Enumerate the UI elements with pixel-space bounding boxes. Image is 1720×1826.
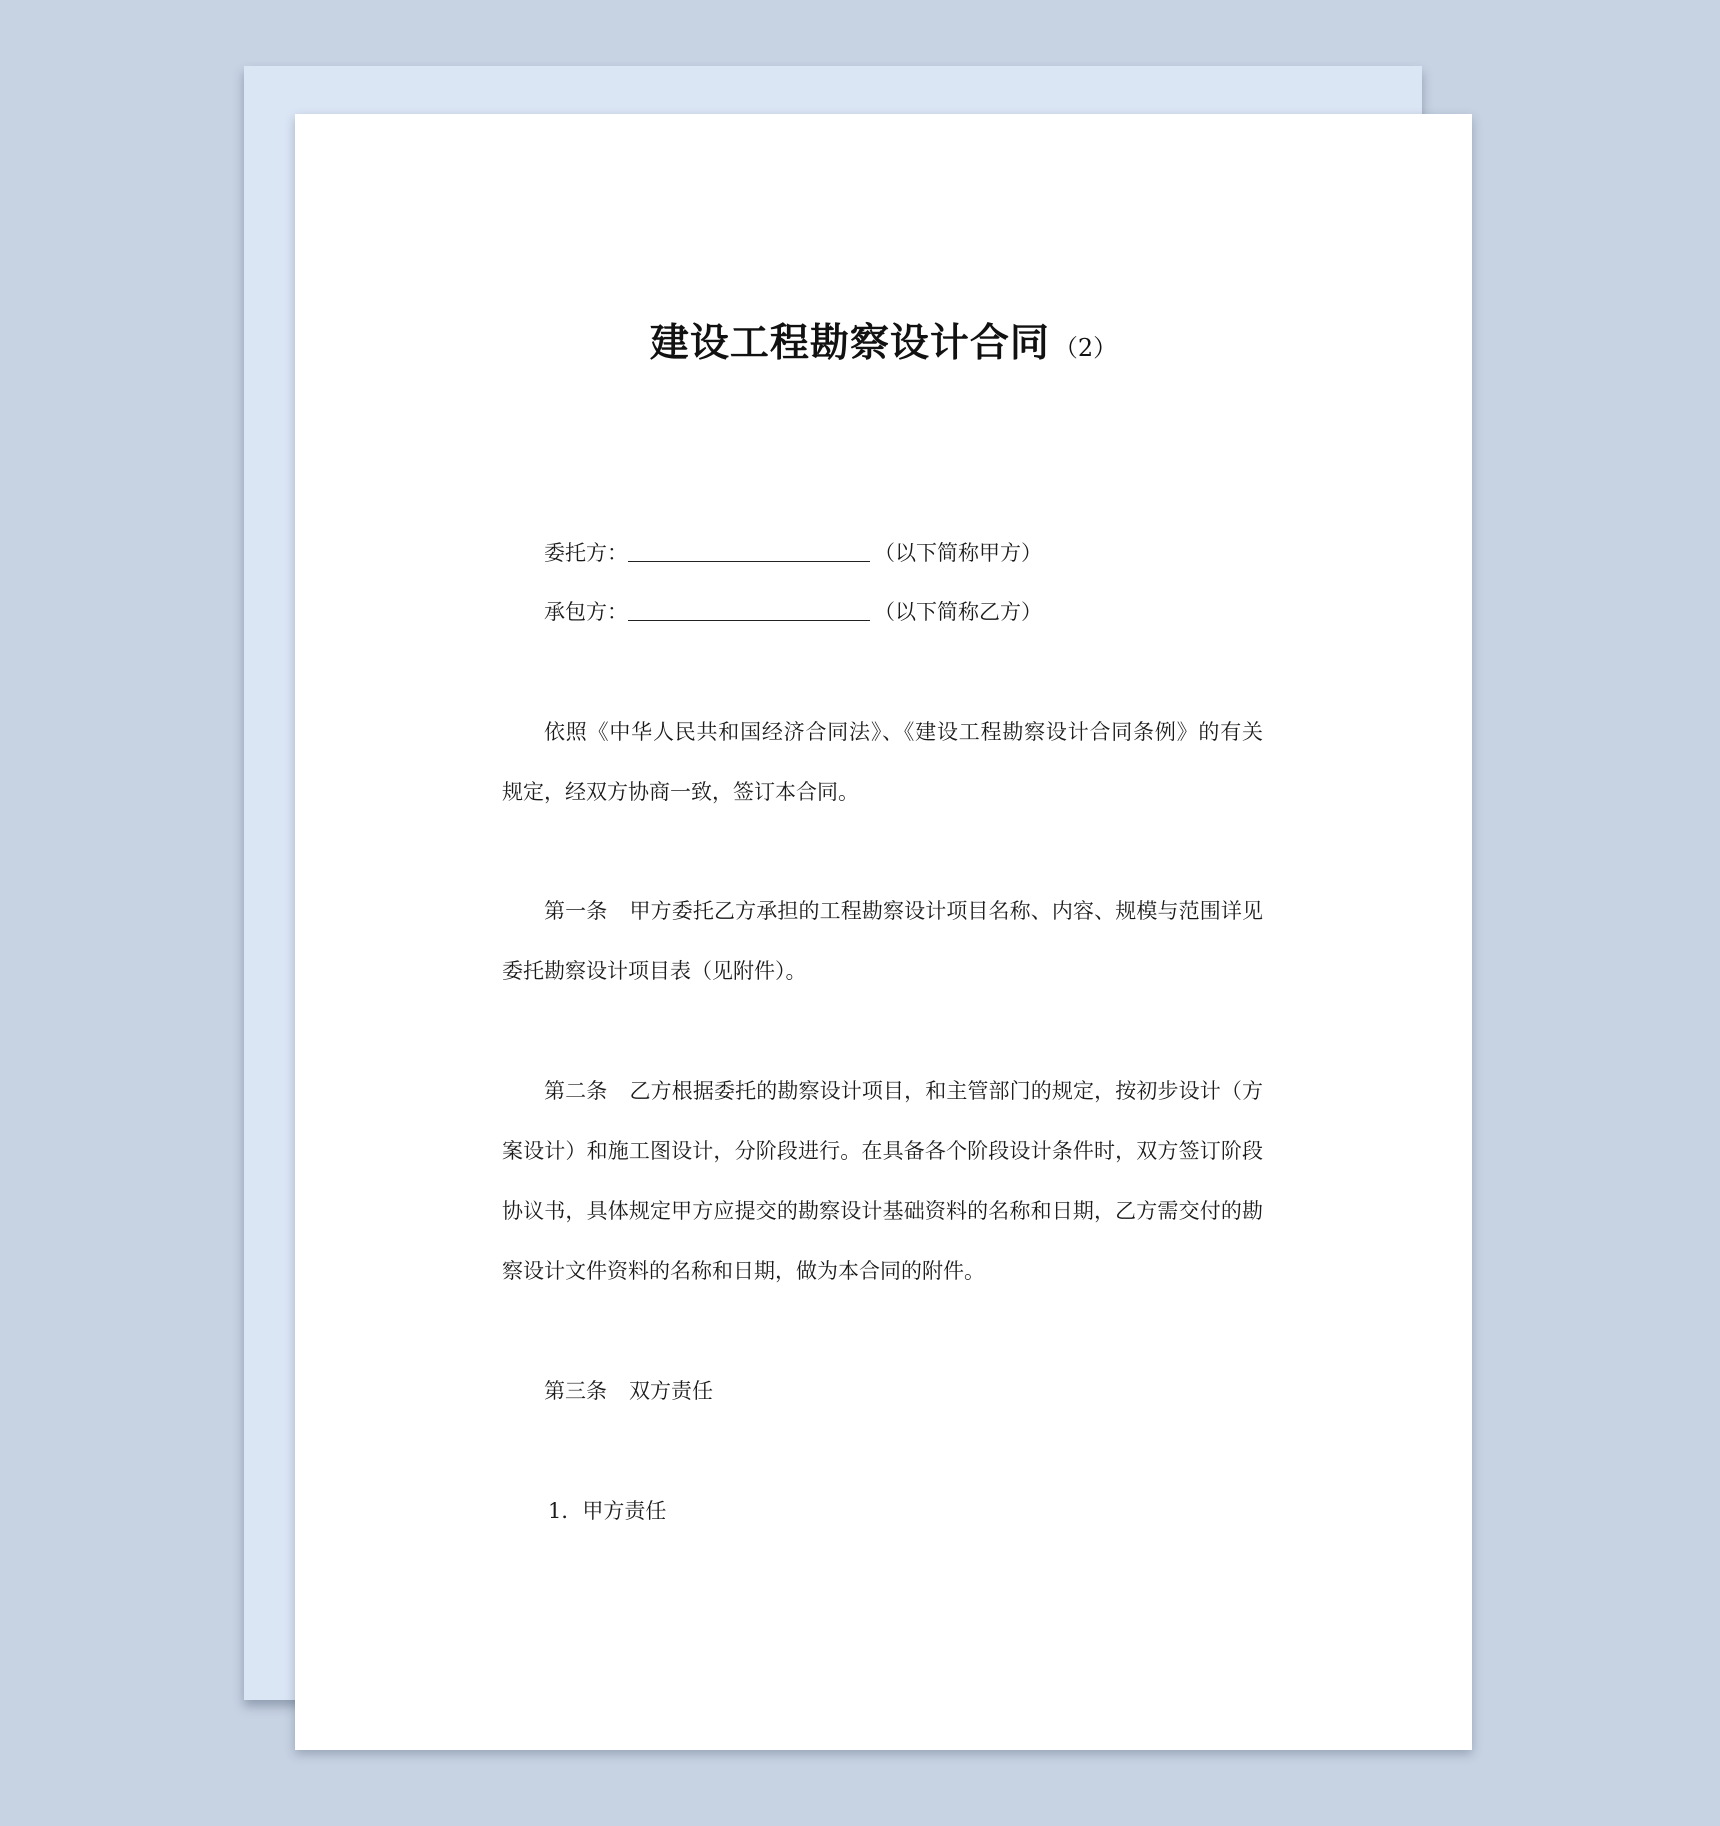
article2-line-1 [544, 1076, 1263, 1106]
article1-line-2: 委托勘察设计项目表（见附件）。 [502, 959, 807, 983]
article3-line [544, 1376, 713, 1406]
client-label: 委托方： [544, 541, 628, 565]
client-line [544, 538, 1042, 568]
article1-text-1: 甲方委托乙方承担的工程勘察设计项目名称、内容、规模与范围详见 [629, 899, 1264, 923]
item1-line: 1．甲方责任 [548, 1499, 667, 1523]
contractor-label: 承包方： [544, 600, 628, 624]
document-page [295, 114, 1472, 1750]
title-text: 建设工程勘察设计合同 [649, 321, 1050, 366]
article2-heading: 第二条 [544, 1079, 608, 1103]
contractor-blank [628, 598, 870, 621]
article1-heading: 第一条 [544, 899, 608, 923]
article2-text-1: 乙方根据委托的勘察设计项目，和主管部门的规定，按初步设计（方 [629, 1079, 1264, 1103]
article3-title: 双方责任 [629, 1379, 713, 1403]
article1-line-1 [544, 896, 1263, 926]
title-suffix: （2） [1053, 334, 1118, 362]
document-title [295, 312, 1472, 368]
contractor-suffix: （以下简称乙方） [874, 600, 1042, 624]
preamble-line-1: 依照《中华人民共和国经济合同法》、《建设工程勘察设计合同条例》的有关 [544, 720, 1263, 744]
article2-line-4: 察设计文件资料的名称和日期，做为本合同的附件。 [502, 1259, 985, 1283]
article2-line-3: 协议书，具体规定甲方应提交的勘察设计基础资料的名称和日期，乙方需交付的勘 [502, 1199, 1263, 1223]
client-suffix: （以下简称甲方） [874, 541, 1042, 565]
preamble-line-2: 规定，经双方协商一致，签订本合同。 [502, 780, 859, 804]
article2-line-2: 案设计）和施工图设计，分阶段进行。在具备各个阶段设计条件时，双方签订阶段 [502, 1139, 1263, 1163]
contractor-line [544, 597, 1042, 627]
article3-heading: 第三条 [544, 1379, 607, 1403]
client-blank [628, 539, 870, 562]
